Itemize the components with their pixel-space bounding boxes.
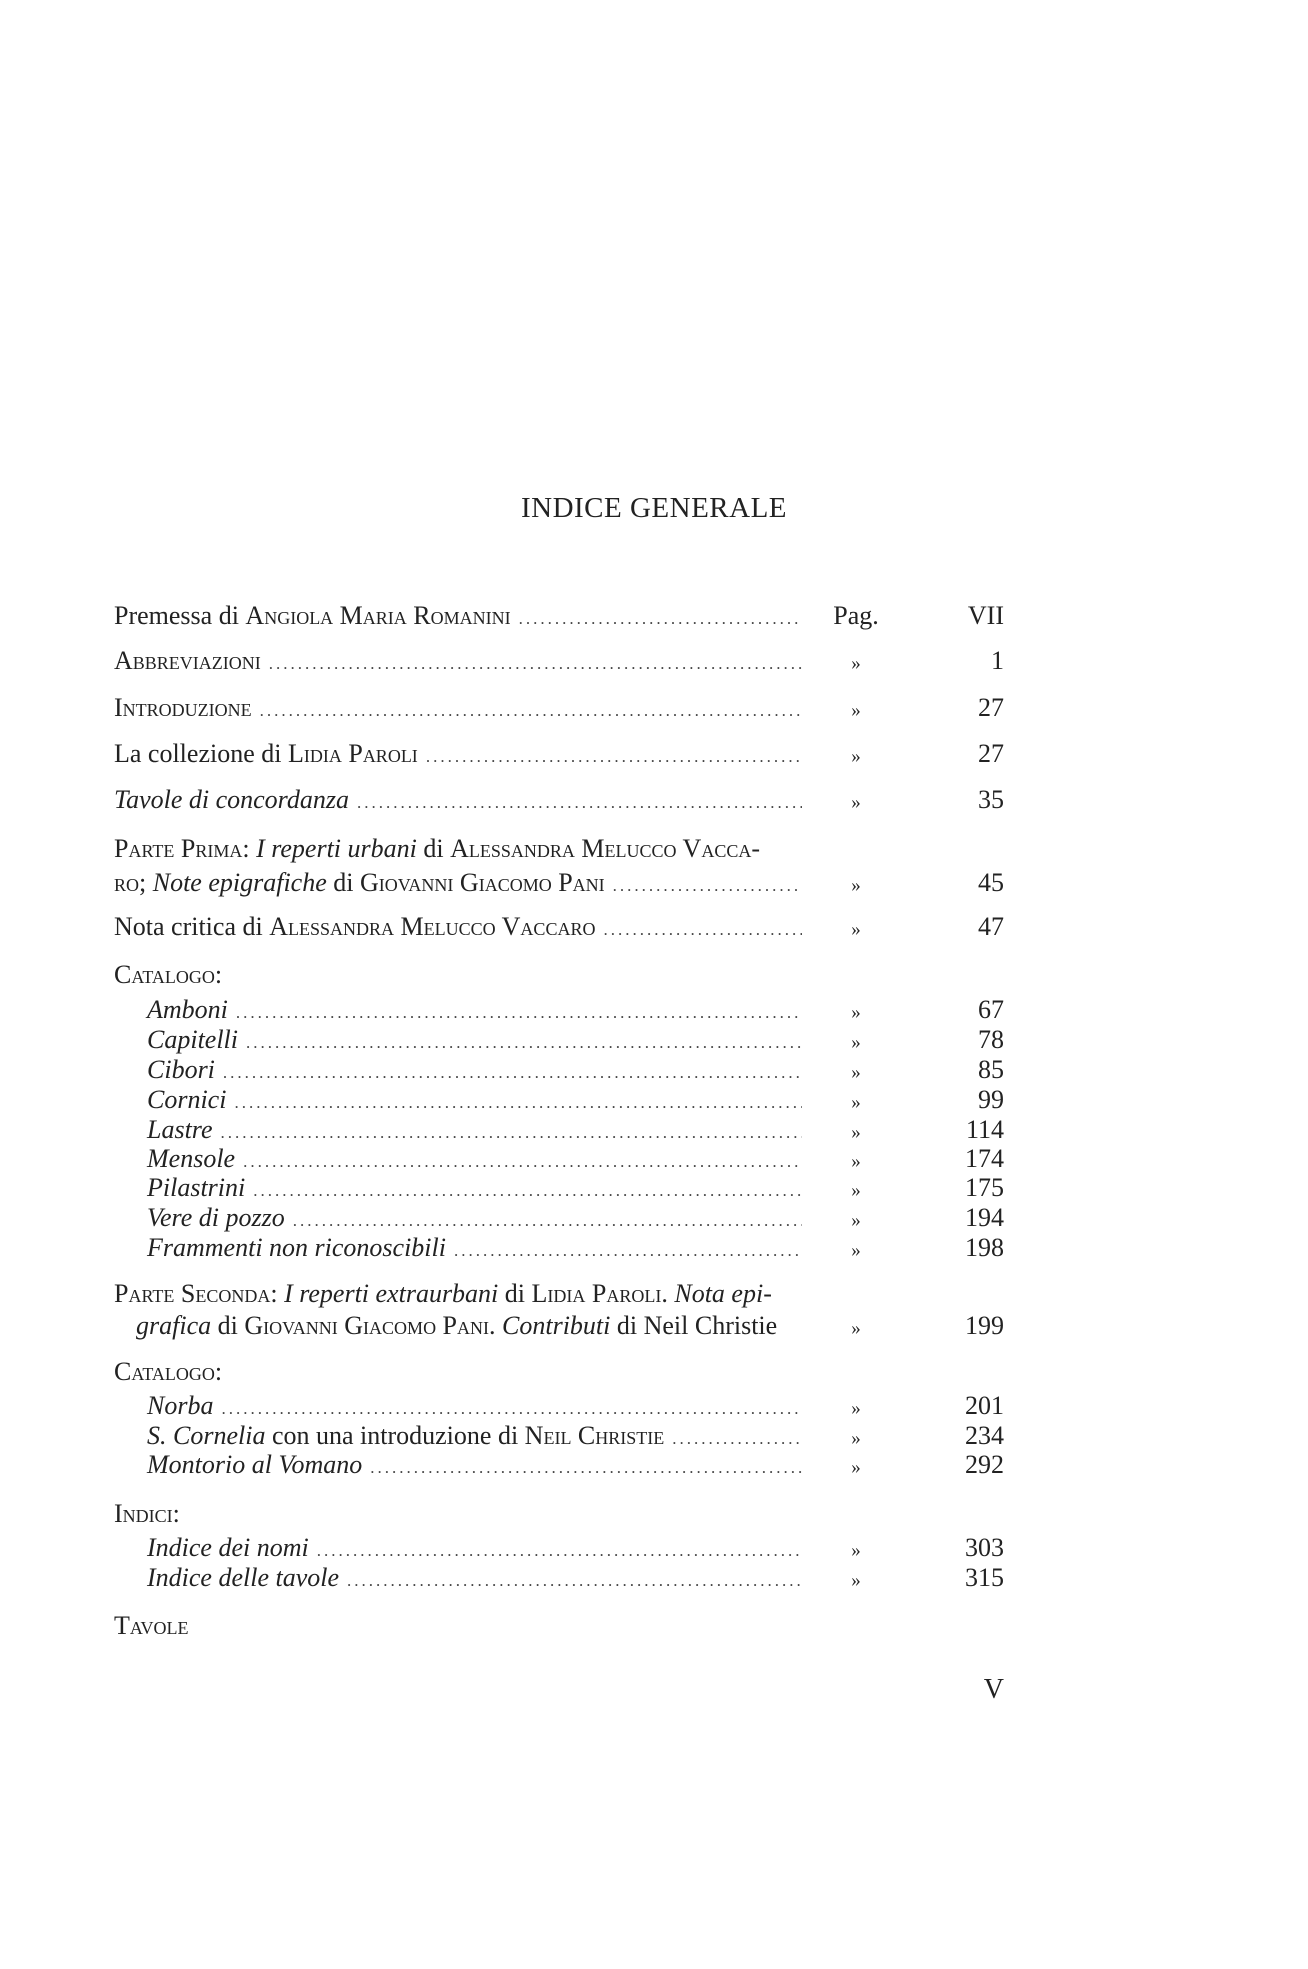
- dot-leader: [293, 1206, 802, 1236]
- page-prefix: »: [851, 746, 861, 767]
- entry-title: Indice dei nomi: [147, 1533, 309, 1562]
- page-prefix: »: [851, 1002, 861, 1023]
- page-number-ref: 27: [978, 693, 1004, 722]
- catalog-entry-pilastrini[interactable]: [114, 1173, 1004, 1206]
- entry-title-line-1: Parte Prima: I reperti urbani di Alessandra Melucco Vacca-: [114, 834, 760, 863]
- toc-entry-tavole-concordanza[interactable]: [114, 785, 1004, 818]
- page-number-ref: 201: [965, 1391, 1004, 1420]
- entry-title: Premessa di Angiola Maria Romanini: [114, 601, 511, 630]
- page-folio: V: [983, 1674, 1004, 1705]
- catalog-entry-vere-di-pozzo[interactable]: [114, 1203, 1004, 1236]
- dot-leader: [221, 1394, 802, 1424]
- dot-leader: [223, 1058, 802, 1088]
- page-prefix: »: [851, 919, 861, 940]
- toc-entry-premessa[interactable]: [114, 601, 1004, 634]
- page-prefix: »: [851, 792, 861, 813]
- entry-title: Indice delle tavole: [147, 1563, 340, 1592]
- page-number-ref: 194: [965, 1203, 1004, 1232]
- page-prefix: »: [851, 1151, 861, 1172]
- page-prefix: »: [851, 1240, 861, 1261]
- dot-leader: [603, 915, 802, 945]
- entry-title: Montorio al Vomano: [147, 1450, 363, 1479]
- page-number-ref: 27: [978, 739, 1004, 768]
- dot-leader: [236, 998, 802, 1028]
- entry-title: Vere di pozzo: [147, 1203, 285, 1232]
- dot-leader: [317, 1536, 802, 1566]
- page-number-ref: 85: [978, 1055, 1004, 1084]
- page-number-ref: 78: [978, 1025, 1004, 1054]
- toc-entry-collezione[interactable]: [114, 739, 1004, 772]
- page-prefix: »: [851, 1570, 861, 1591]
- page-prefix: »: [851, 653, 861, 674]
- dot-leader: [234, 1088, 802, 1118]
- entry-title: Mensole: [147, 1144, 236, 1173]
- page-number-ref: VII: [967, 601, 1004, 630]
- section-heading-indici: Indici:: [114, 1499, 180, 1528]
- dot-leader: [347, 1566, 802, 1596]
- page-prefix: »: [851, 875, 861, 896]
- page-prefix: »: [851, 1062, 861, 1083]
- dot-leader: [260, 696, 802, 726]
- page-prefix: »: [851, 700, 861, 721]
- dot-leader: [426, 742, 802, 772]
- section-heading-catalogo: Catalogo:: [114, 960, 223, 989]
- entry-title: Amboni: [147, 995, 228, 1024]
- dot-leader: [253, 1176, 802, 1206]
- dot-leader: [370, 1453, 802, 1483]
- page-number-ref: 47: [978, 912, 1004, 941]
- entry-title: Nota critica di Alessandra Melucco Vaccaro: [114, 912, 596, 941]
- dot-leader: [454, 1236, 802, 1266]
- entry-title: Lastre: [147, 1115, 213, 1144]
- entry-title: Cornici: [147, 1085, 227, 1114]
- index-entry-tavole[interactable]: [114, 1563, 1004, 1596]
- page-prefix: »: [851, 1210, 861, 1231]
- page-number-ref: 174: [965, 1144, 1004, 1173]
- page-number-ref: 35: [978, 785, 1004, 814]
- toc-entry-tavole[interactable]: Tavole: [114, 1611, 189, 1640]
- toc-entry-introduzione[interactable]: [114, 693, 1004, 726]
- page-prefix: »: [851, 1398, 861, 1419]
- catalog-entry-montorio[interactable]: [114, 1450, 1004, 1483]
- dot-leader: [246, 1028, 802, 1058]
- entry-title: Abbreviazioni: [114, 646, 261, 675]
- page-number-ref: 114: [965, 1115, 1004, 1144]
- catalog-entry-cibori[interactable]: [114, 1055, 1004, 1088]
- catalog-entry-norba[interactable]: [114, 1391, 1004, 1424]
- catalog-entry-cornici[interactable]: [114, 1085, 1004, 1118]
- dot-leader: [519, 604, 802, 634]
- entry-title: Pilastrini: [147, 1173, 246, 1202]
- entry-title: Frammenti non riconoscibili: [147, 1233, 446, 1262]
- toc-entry-abbreviazioni[interactable]: [114, 646, 1004, 679]
- entry-title-line-1: Parte Seconda: I reperti extraurbani di Lidia Paroli. Nota epi-: [114, 1279, 772, 1308]
- page-number-ref: 199: [965, 1311, 1004, 1340]
- page-number-ref: 175: [965, 1173, 1004, 1202]
- page-prefix: »: [851, 1032, 861, 1053]
- page-prefix: »: [851, 1092, 861, 1113]
- entry-title: La collezione di Lidia Paroli: [114, 739, 418, 768]
- page-prefix: »: [851, 1540, 861, 1561]
- toc-entry-nota-critica[interactable]: [114, 912, 1004, 945]
- toc-entry-parte-prima[interactable]: [114, 834, 1004, 901]
- page-number-ref: 303: [965, 1533, 1004, 1562]
- page-prefix: »: [851, 1180, 861, 1201]
- page-number-ref: 198: [965, 1233, 1004, 1262]
- entry-title: S. Cornelia con una introduzione di Neil Christie: [147, 1421, 665, 1450]
- section-heading-catalogo-2: Catalogo:: [114, 1357, 223, 1386]
- page-number-ref: 67: [978, 995, 1004, 1024]
- index-entry-nomi[interactable]: [114, 1533, 1004, 1566]
- page-prefix: »: [851, 1122, 861, 1143]
- toc-entry-parte-seconda[interactable]: [114, 1279, 1004, 1344]
- page-number-ref: 315: [965, 1563, 1004, 1592]
- catalog-entry-frammenti[interactable]: [114, 1233, 1004, 1266]
- dot-leader: [613, 871, 802, 901]
- page-prefix: »: [851, 1318, 861, 1339]
- entry-title: Norba: [147, 1391, 214, 1420]
- page-number-ref: 1: [991, 646, 1004, 675]
- page-prefix: »: [851, 1457, 861, 1478]
- catalog-entry-amboni[interactable]: [114, 995, 1004, 1028]
- page-number-ref: 99: [978, 1085, 1004, 1114]
- catalog-entry-capitelli[interactable]: [114, 1025, 1004, 1058]
- page-number-ref: 45: [978, 868, 1004, 897]
- entry-title: Capitelli: [147, 1025, 238, 1054]
- entry-title: Tavole di concordanza: [114, 785, 349, 814]
- page-title: INDICE GENERALE: [520, 492, 788, 524]
- page-prefix: Pag.: [833, 601, 879, 630]
- dot-leader: [357, 788, 802, 818]
- page-number-ref: 292: [965, 1450, 1004, 1479]
- entry-title: Cibori: [147, 1055, 215, 1084]
- page-prefix: »: [851, 1428, 861, 1449]
- entry-title-line-2: grafica di Giovanni Giacomo Pani. Contributi di Neil Christie: [136, 1311, 778, 1340]
- entry-title-line-2: ro; Note epigrafiche di Giovanni Giacomo Pani: [114, 868, 605, 897]
- entry-title: Introduzione: [114, 693, 252, 722]
- dot-leader: [269, 649, 802, 679]
- page-number-ref: 234: [965, 1421, 1004, 1450]
